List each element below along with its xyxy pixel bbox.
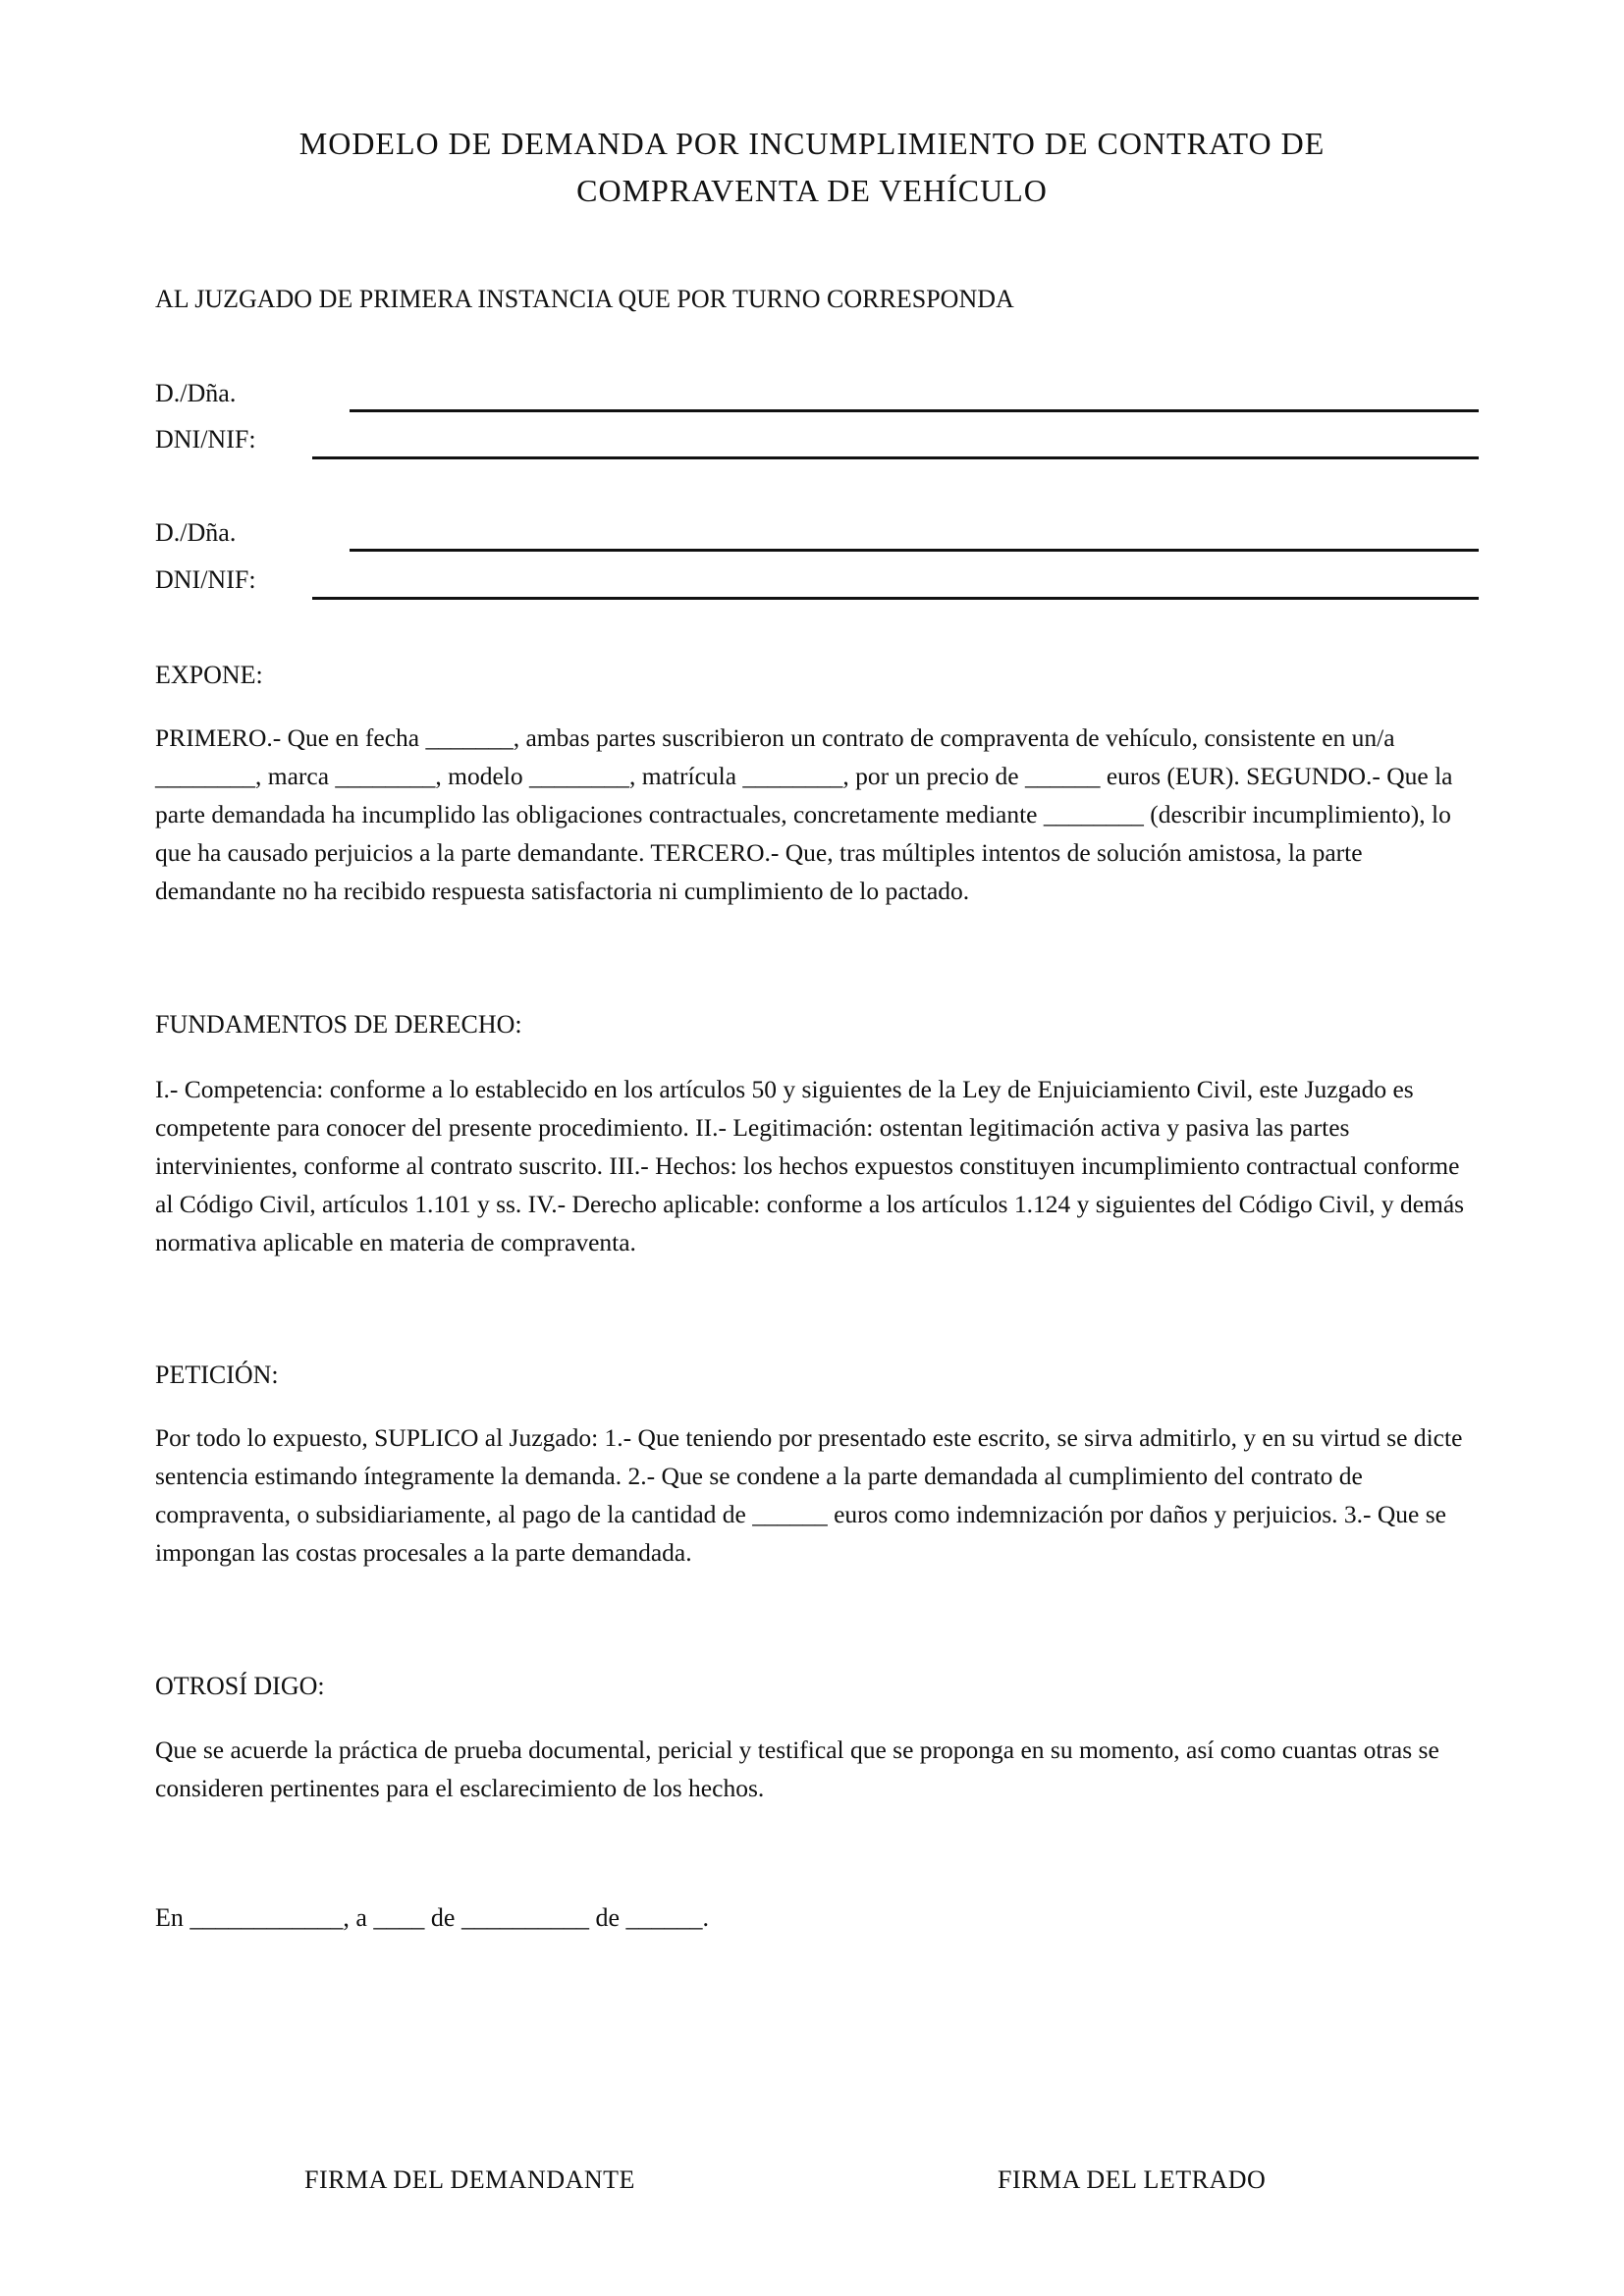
party-2-name-label: D./Dña. — [155, 518, 237, 547]
expone-heading: EXPONE: — [155, 661, 263, 689]
fundamentos-text: I.- Competencia: conforme a lo establecido en los artículos 50 y siguientes de la Ley de Enjuiciamiento Civil, este Juzgado es competente para conocer del presente procedimiento. II.- Legitimación: ostentan legitimación activa y pasiva las partes intervinientes, conforme al contrato suscrito. III.- Hechos: los hechos expuestos constituyen incumplimiento contractual conforme al Código Civil, artículos 1.101 y ss. IV.- Derecho aplicable: conforme a los artículos 1.124 y siguientes del Código Civil, y demás normativa aplicable en materia de compraventa. — [155, 1075, 1465, 1256]
party-2-id-label: DNI/NIF: — [155, 565, 256, 594]
fundamentos-heading: FUNDAMENTOS DE DERECHO: — [155, 1010, 522, 1039]
party-1-name-line[interactable] — [350, 409, 1479, 412]
otrosi-text: Que se acuerde la práctica de prueba documental, pericial y testifical que se proponga en su momento, así como cuantas otras se consideren pertinentes para el esclarecimiento de los hechos. — [155, 1735, 1439, 1802]
peticion-heading: PETICIÓN: — [155, 1361, 279, 1389]
document-title-line-1: MODELO DE DEMANDA POR INCUMPLIMIENTO DE CONTRATO DE — [298, 126, 1326, 161]
document-title-line-2: COMPRAVENTA DE VEHÍCULO — [576, 173, 1048, 208]
date-line: En ____________, a ____ de __________ de ______. — [155, 1903, 710, 1932]
otrosi-heading: OTROSÍ DIGO: — [155, 1672, 325, 1700]
party-2-id-line[interactable] — [312, 597, 1479, 600]
party-1-id-label: DNI/NIF: — [155, 425, 256, 454]
expone-text: PRIMERO.- Que en fecha _______, ambas partes suscribieron un contrato de compraventa de vehículo, consistente en un/a ________, marca ________, modelo ________, matrícula ________, por un precio de ______ euros (EUR). SEGUNDO.- Que la parte demandada ha incumplido las obligaciones contractuales, concretamente mediante ________ (describir incumplimiento), lo que ha causado perjuicios a la parte demandante. TERCERO.- Que, tras múltiples intentos de solución amistosa, la parte demandante no ha recibido respuesta satisfactoria ni cumplimiento de lo pactado. — [155, 723, 1453, 905]
signature-lawyer: FIRMA DEL LETRADO — [998, 2165, 1267, 2194]
party-1-id-line[interactable] — [312, 456, 1479, 459]
signature-plaintiff: FIRMA DEL DEMANDANTE — [304, 2165, 635, 2194]
party-2-name-line[interactable] — [350, 549, 1479, 552]
peticion-text: Por todo lo expuesto, SUPLICO al Juzgado: 1.- Que teniendo por presentado este escrito, se sirva admitirlo, y en su virtud se dicte sentencia estimando íntegramente la demanda. 2.- Que se condene a la parte demandada al cumplimiento del contrato de compraventa, o subsidiariamente, al pago de la cantidad de ______ euros como indemnización por daños y perjuicios. 3.- Que se impongan las costas procesales a la parte demandada. — [155, 1423, 1463, 1567]
court-addressee: AL JUZGADO DE PRIMERA INSTANCIA QUE POR TURNO CORRESPONDA — [155, 285, 1014, 313]
party-1-name-label: D./Dña. — [155, 379, 237, 407]
